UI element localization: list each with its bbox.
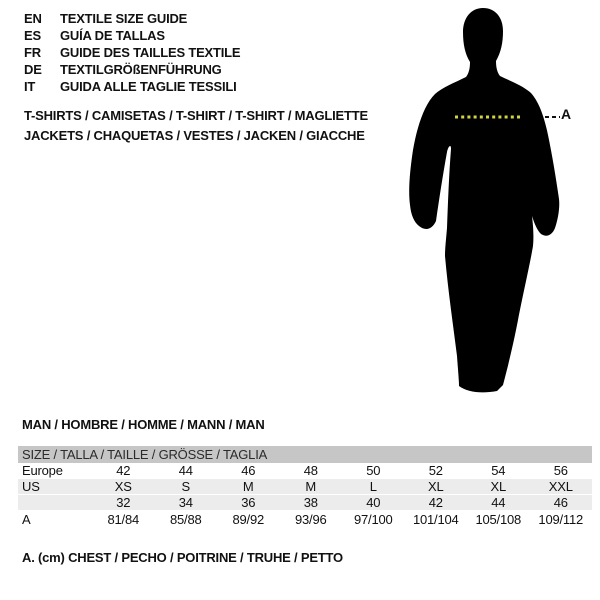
garment-categories [24, 106, 368, 146]
size-cell: 34 [178, 495, 193, 510]
man-silhouette-icon [403, 2, 573, 398]
size-cell: 44 [178, 463, 193, 478]
size-cell: XL [490, 479, 506, 494]
man-silhouette-figure [403, 2, 573, 398]
language-code: EN [24, 11, 42, 26]
size-cell: 93/96 [294, 512, 327, 527]
size-cell: 44 [491, 495, 506, 510]
size-cell: 97/100 [353, 512, 393, 527]
row-label: A [22, 512, 31, 527]
size-cell: 32 [116, 495, 131, 510]
language-row-de [24, 61, 240, 78]
size-cell: 42 [116, 463, 131, 478]
size-cell: 89/92 [232, 512, 265, 527]
section-title-man: MAN / HOMBRE / HOMME / MANN / MAN [22, 417, 265, 432]
size-cell: 101/104 [412, 512, 459, 527]
size-cell: 46 [241, 463, 256, 478]
size-cell: 85/88 [169, 512, 202, 527]
language-row-fr [24, 44, 240, 61]
table-row-europe [18, 463, 592, 479]
size-table-header: SIZE / TALLA / TAILLE / GRÖSSE / TAGLIA [18, 446, 592, 463]
size-cell: 38 [303, 495, 318, 510]
language-label: TEXTILE SIZE GUIDE [60, 11, 188, 26]
language-label: TEXTILGRÖßENFÜHRUNG [60, 62, 222, 77]
row-label: US [22, 479, 40, 494]
language-label: GUÍA DE TALLAS [60, 28, 165, 43]
measure-label-a: A [561, 106, 572, 122]
language-label: GUIDA ALLE TAGLIE TESSILI [60, 79, 237, 94]
size-cell: L [369, 479, 377, 494]
language-row-es [24, 27, 240, 44]
category-tshirts: T-SHIRTS / CAMISETAS / T-SHIRT / T-SHIRT / MAGLIETTE [24, 108, 368, 123]
language-row-en [24, 10, 240, 27]
size-cell: 109/112 [538, 512, 584, 527]
language-label: GUIDE DES TAILLES TEXTILE [60, 45, 241, 60]
size-cell: 81/84 [107, 512, 140, 527]
size-cell: 52 [428, 463, 443, 478]
language-code: DE [24, 62, 42, 77]
language-code: ES [24, 28, 41, 43]
size-cell: 46 [553, 495, 568, 510]
size-cell: XXL [548, 479, 573, 494]
language-code: IT [24, 79, 36, 94]
table-row-numeric [18, 495, 592, 511]
size-cell: 105/108 [475, 512, 522, 527]
language-code: FR [24, 45, 41, 60]
size-cell: 50 [366, 463, 381, 478]
size-cell: 54 [491, 463, 506, 478]
language-row-it [24, 78, 240, 95]
size-cell: M [242, 479, 254, 494]
row-label [18, 495, 92, 511]
table-row-us [18, 479, 592, 495]
measurement-footnote: A. (cm) CHEST / PECHO / POITRINE / TRUHE / PETTO [22, 550, 343, 565]
size-cell: 36 [241, 495, 256, 510]
table-row-chest-cm [18, 511, 592, 529]
size-cell: 48 [303, 463, 318, 478]
size-cell: XL [427, 479, 444, 494]
size-cell: 42 [428, 495, 443, 510]
language-guide-list [24, 10, 240, 95]
size-cell: 40 [366, 495, 381, 510]
size-cell: XS [114, 479, 132, 494]
man-silhouette-shape [409, 8, 559, 392]
category-jackets: JACKETS / CHAQUETAS / VESTES / JACKEN / GIACCHE [24, 128, 365, 143]
size-cell: S [181, 479, 190, 494]
size-cell: M [305, 479, 317, 494]
size-table [18, 446, 592, 529]
row-label: Europe [22, 463, 63, 478]
size-cell: 56 [553, 463, 568, 478]
